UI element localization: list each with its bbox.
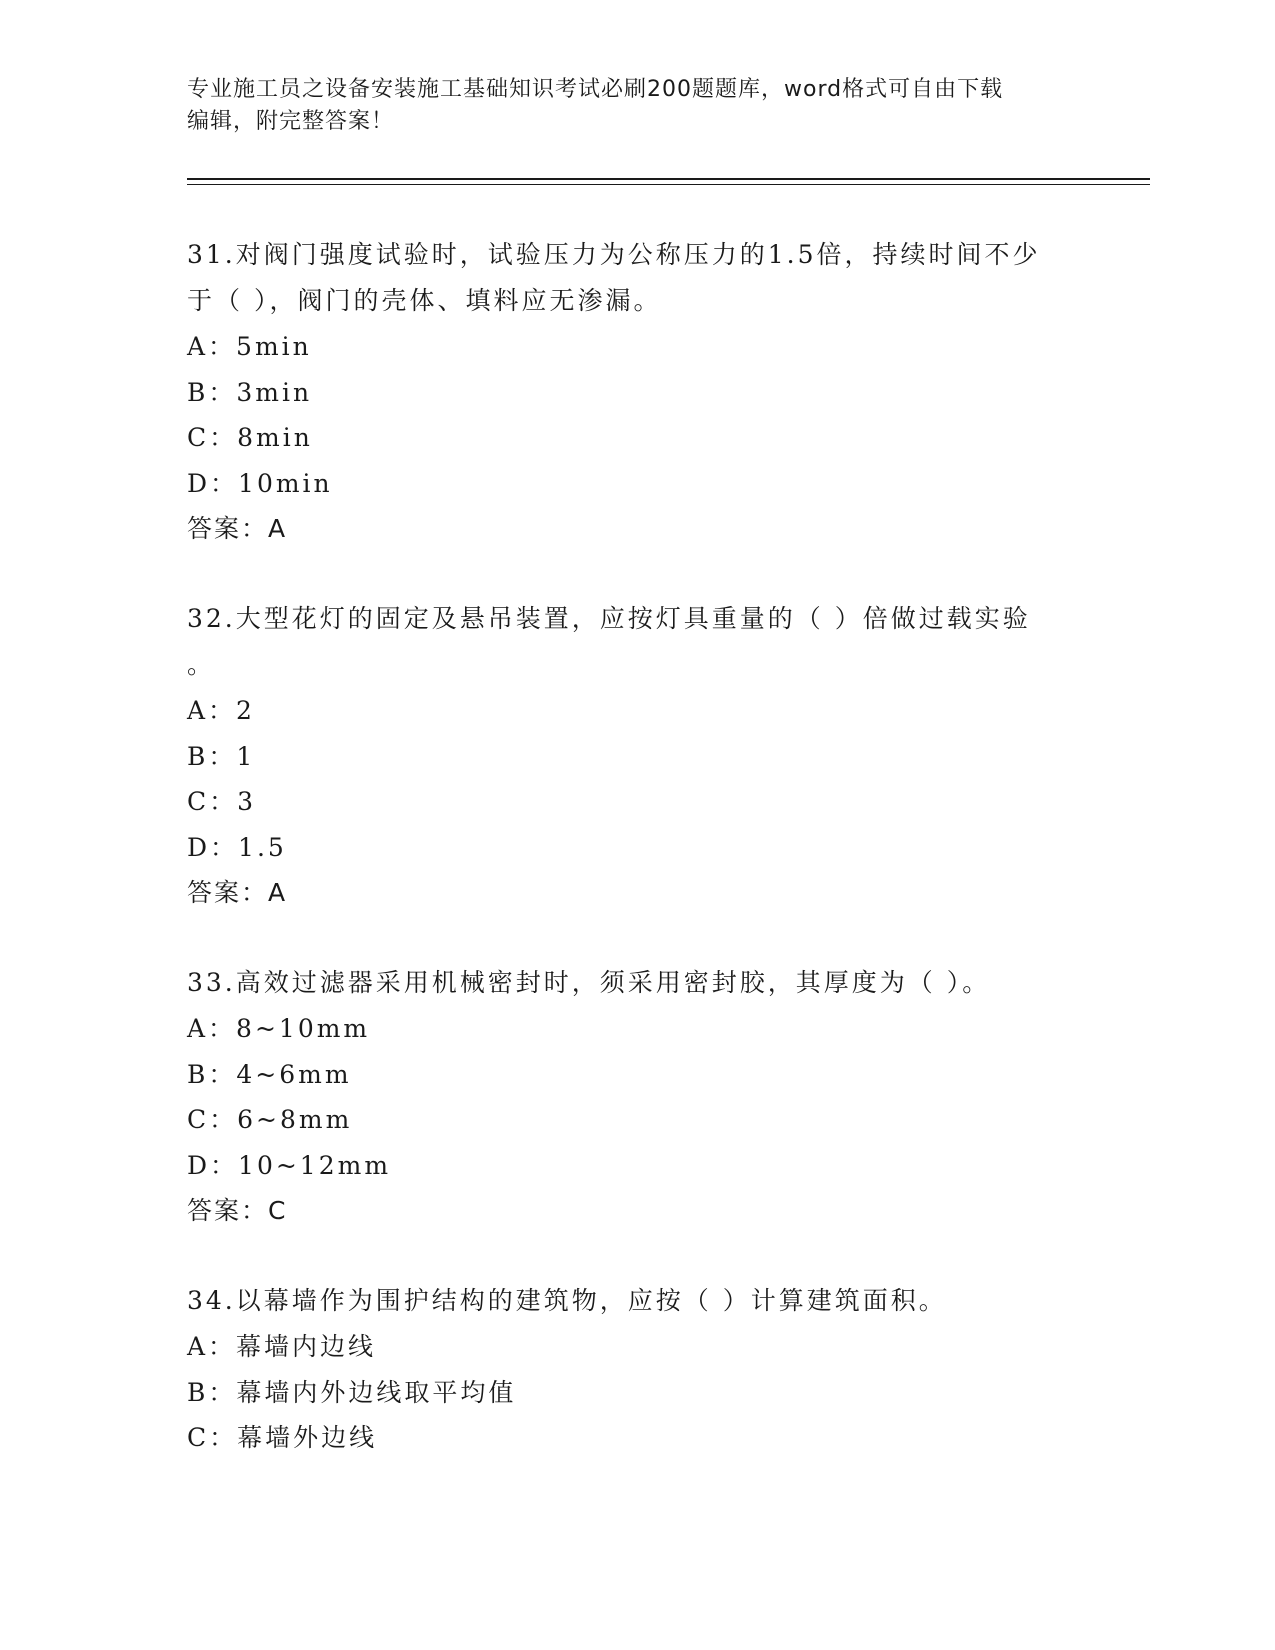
header-title-line-1: 专业施工员之设备安装施工基础知识考试必刷200题题库，word格式可自由下载 — [187, 77, 1004, 102]
answer-key: 答案：A — [187, 514, 288, 543]
question-item — [187, 596, 1087, 916]
answer-option: D：10~12mm — [187, 1150, 392, 1180]
answer-option: A：2 — [187, 696, 255, 725]
question-stem: 31.对阀门强度试验时，试验压力为公称压力的1.5倍，持续时间不少 — [187, 240, 1041, 269]
answer-option: C：8min — [187, 423, 313, 452]
answer-option: D：1.5 — [187, 832, 287, 862]
question-item — [187, 232, 1087, 552]
answer-option: C：幕墙外边线 — [187, 1423, 378, 1452]
answer-option: C：6~8mm — [187, 1105, 353, 1134]
header-title-line-2: 编辑，附完整答案！ — [187, 109, 395, 134]
question-stem: 32.大型花灯的固定及悬吊装置，应按灯具重量的（ ）倍做过载实验 — [187, 604, 1031, 633]
answer-option: B：4~6mm — [187, 1059, 352, 1089]
answer-option: B：1 — [187, 741, 256, 771]
answer-option: C：3 — [187, 787, 257, 816]
question-stem: 33.高效过滤器采用机械密封时，须采用密封胶，其厚度为（ ）。 — [187, 968, 991, 997]
answer-option: B：幕墙内外边线取平均值 — [187, 1377, 517, 1407]
answer-option: A：5min — [187, 332, 312, 361]
answer-option: D：10min — [187, 468, 333, 498]
question-list — [187, 232, 1087, 1505]
answer-option: A：幕墙内边线 — [187, 1332, 377, 1361]
question-stem: 34.以幕墙作为围护结构的建筑物，应按（ ）计算建筑面积。 — [187, 1286, 947, 1315]
answer-option: A：8~10mm — [187, 1014, 371, 1043]
question-item — [187, 1278, 1087, 1461]
header-divider — [187, 178, 1150, 185]
answer-key: 答案：A — [187, 878, 288, 907]
question-stem: 于（ ），阀门的壳体、填料应无渗漏。 — [187, 286, 662, 315]
answer-option: B：3min — [187, 377, 313, 407]
question-stem: 。 — [187, 650, 216, 679]
document-header — [187, 74, 1087, 138]
answer-key: 答案：C — [187, 1196, 288, 1225]
question-item — [187, 960, 1087, 1234]
